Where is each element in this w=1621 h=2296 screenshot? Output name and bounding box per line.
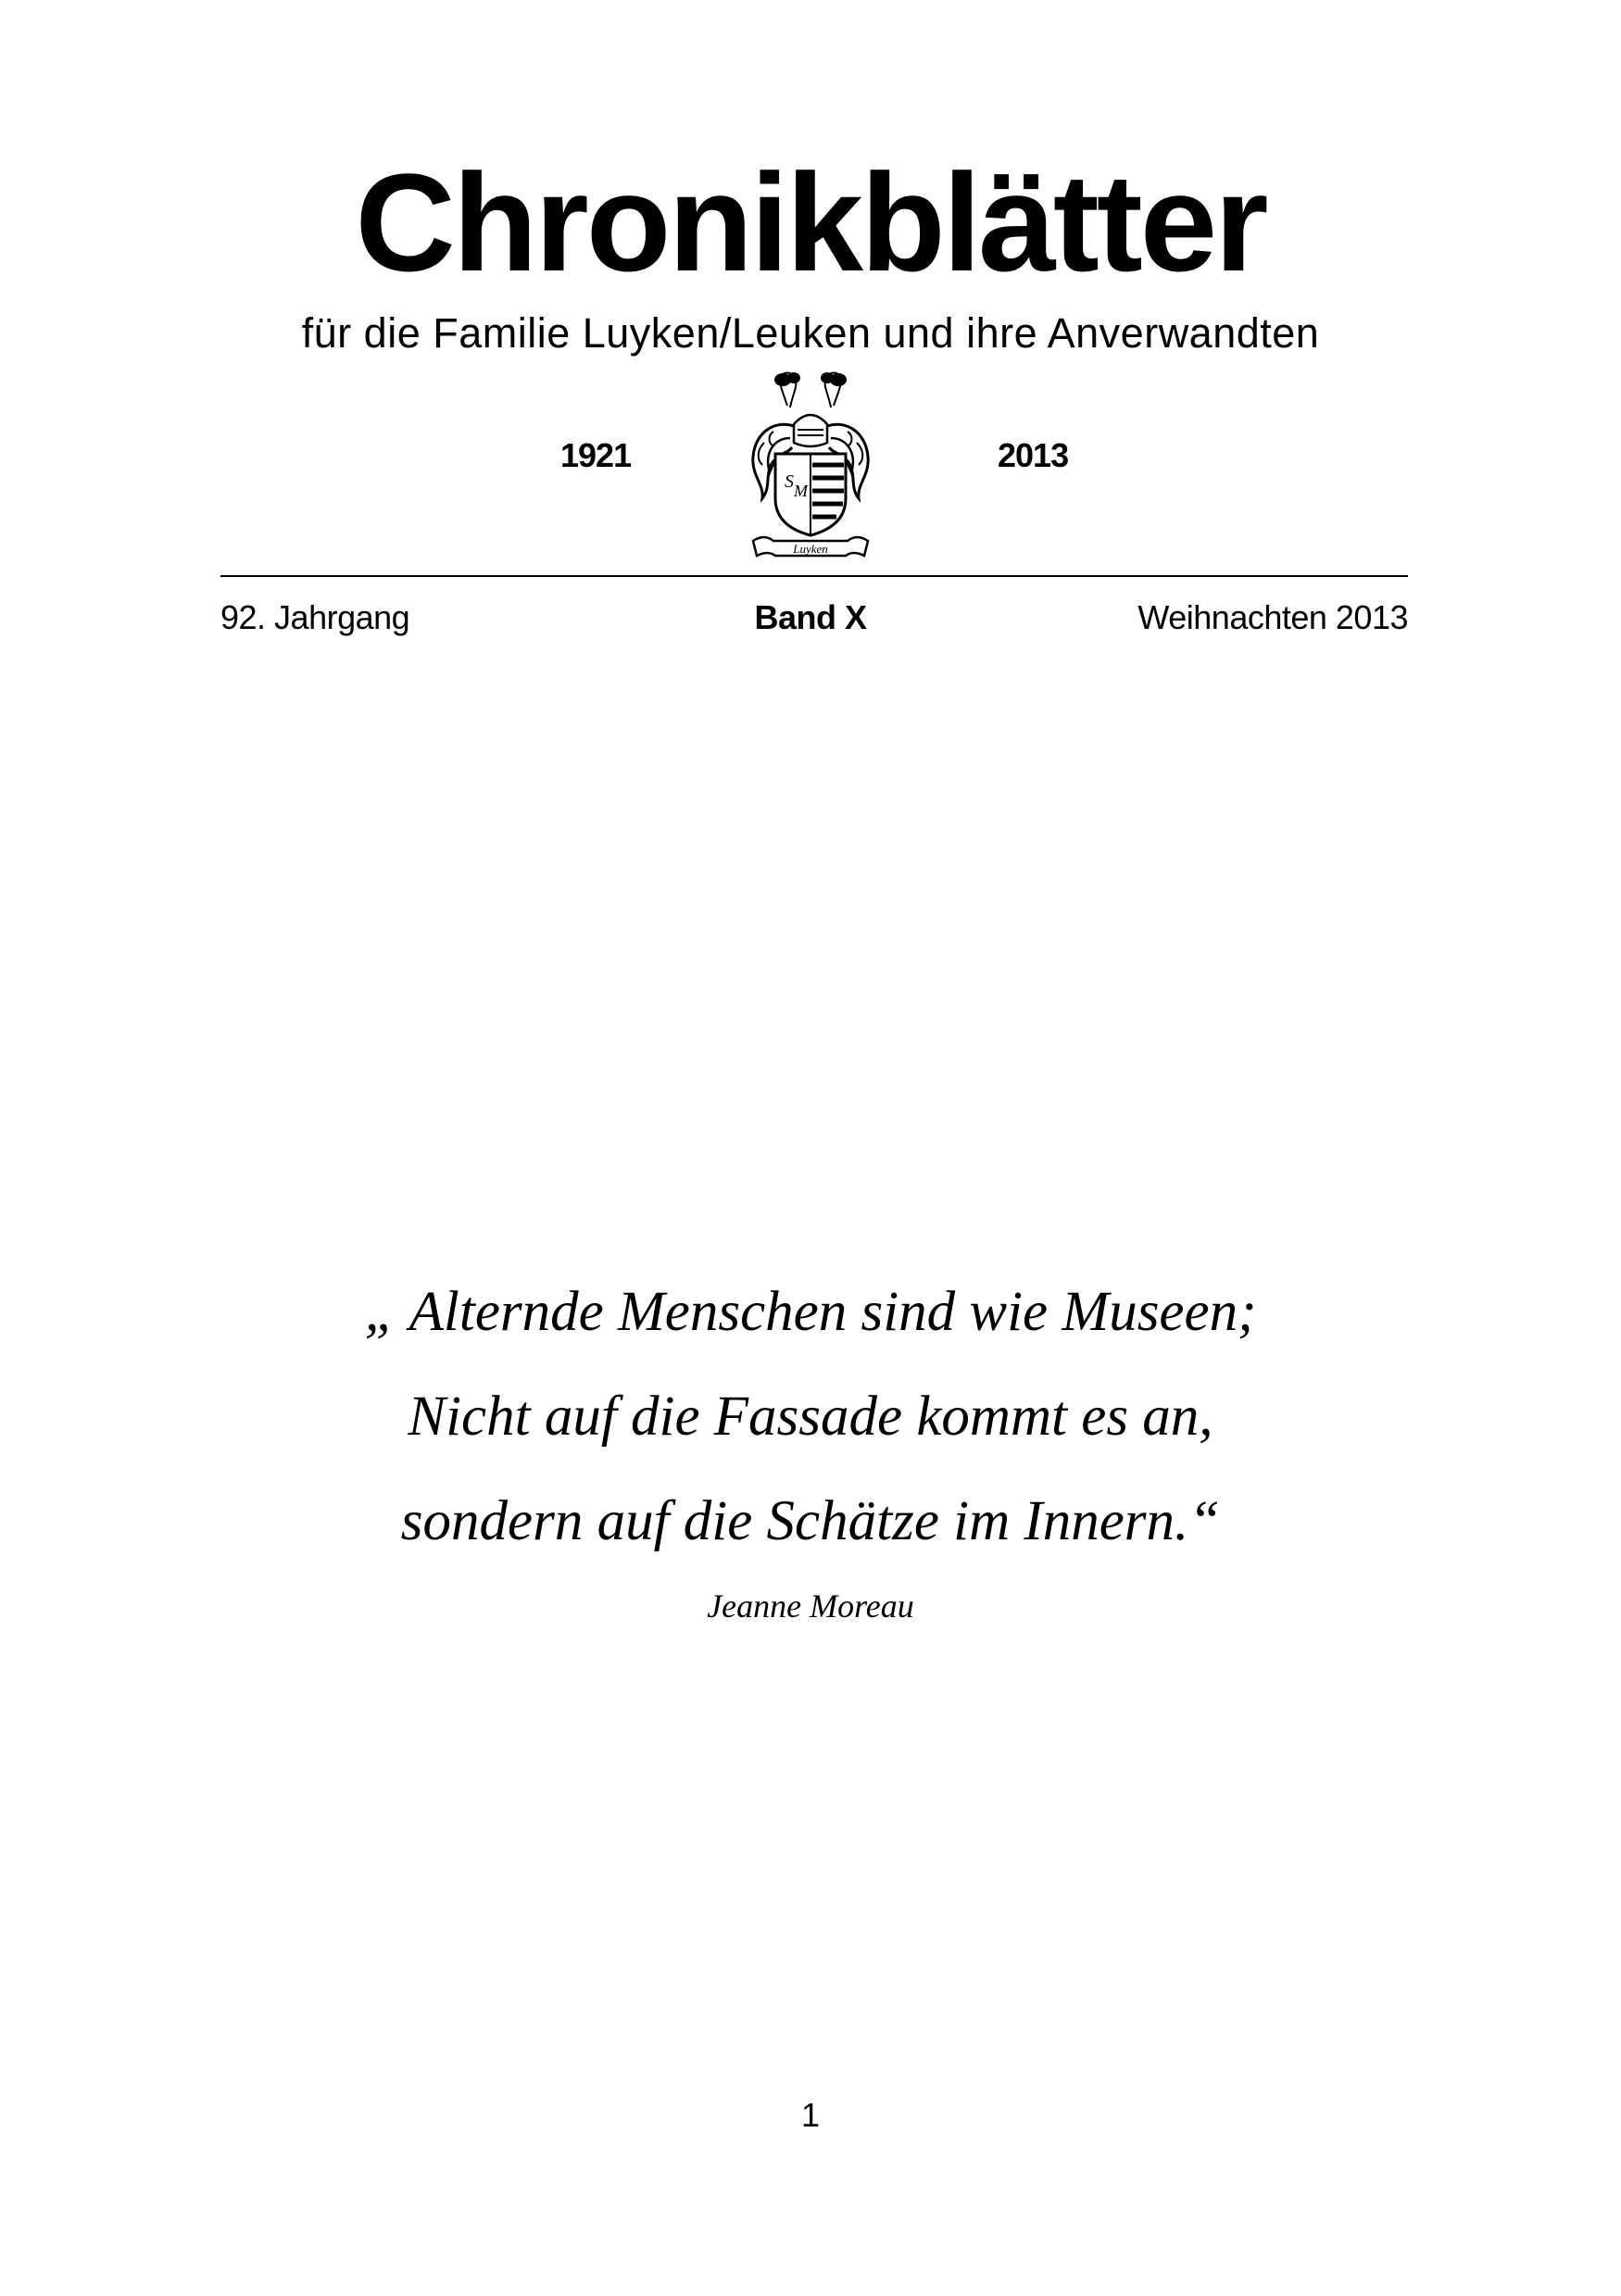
founding-year: 1921	[560, 436, 632, 474]
issue-label: Weihnachten 2013	[1137, 598, 1408, 636]
epigraph-quote	[0, 1260, 1621, 1574]
page-title: Chronikblätter	[355, 144, 1266, 300]
quote-line: sondern auf die Schätze im Innern.“	[400, 1490, 1221, 1552]
quote-author: Jeanne Moreau	[707, 1587, 914, 1625]
page-number: 1	[800, 2096, 821, 2134]
crest-banner-text: Luyken	[793, 542, 828, 556]
quote-line: Nicht auf die Fassade kommt es an,	[408, 1386, 1213, 1448]
volume-year: 92. Jahrgang	[220, 598, 410, 636]
band-label: Band X	[754, 598, 867, 636]
coat-of-arms-icon	[736, 369, 885, 563]
page-subtitle: für die Familie Luyken/Leuken und ihre Anverwandten	[301, 309, 1320, 357]
shield-letter: S	[785, 471, 794, 492]
header-divider	[220, 575, 1408, 577]
current-year: 2013	[998, 436, 1069, 474]
quote-line: „ Alternde Menschen sind wie Museen;	[364, 1281, 1257, 1343]
shield-letter: M	[794, 482, 808, 500]
